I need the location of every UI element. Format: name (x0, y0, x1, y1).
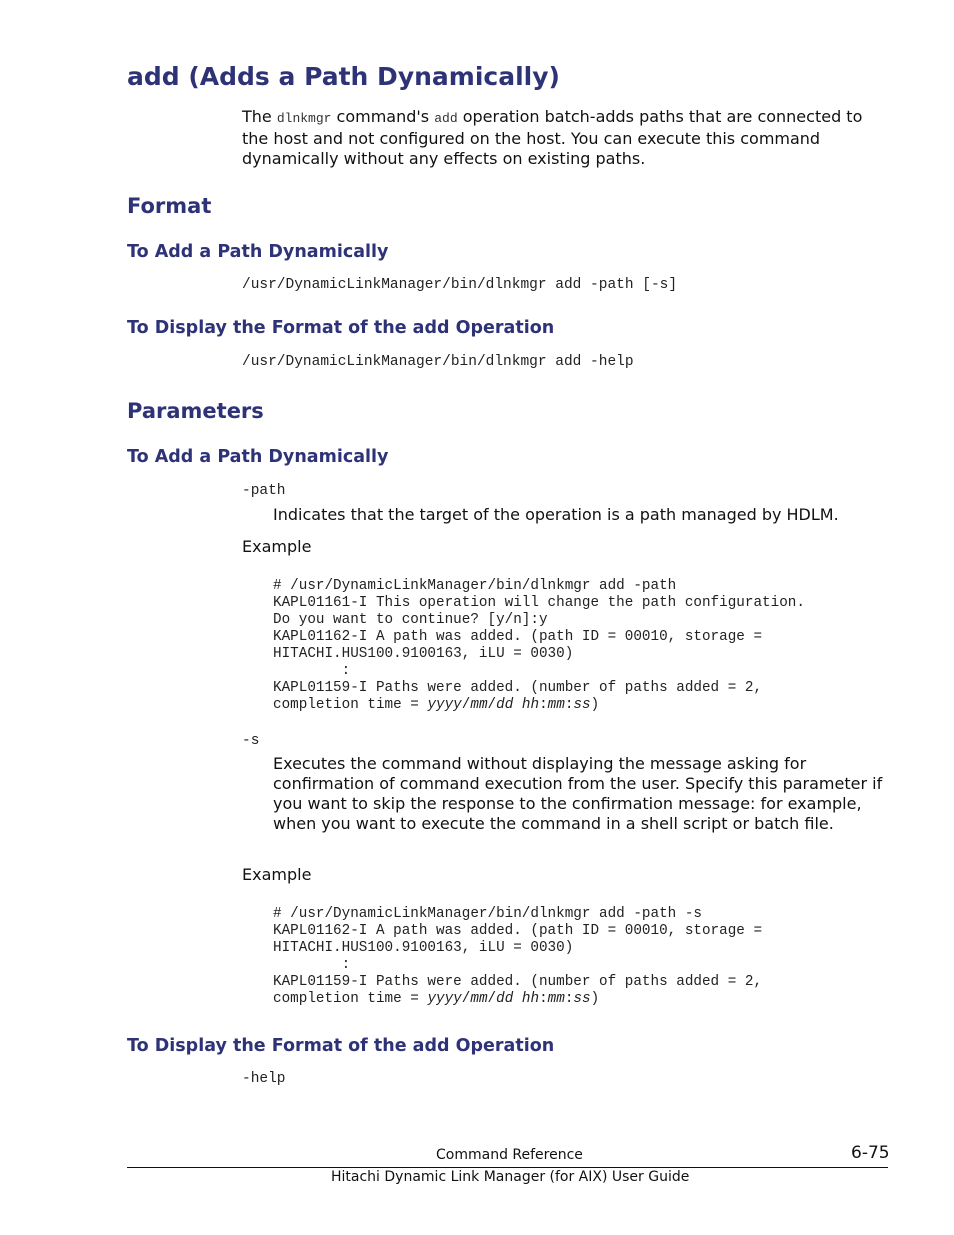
example-label-2: Example (242, 865, 312, 884)
time-month: mm (470, 697, 488, 713)
example-1-line: KAPL01161-I This operation will change the path configuration. (273, 595, 805, 611)
time-separator (513, 991, 522, 1007)
time-hour: hh (521, 991, 540, 1007)
parameters-add-heading: To Add a Path Dynamically (127, 447, 389, 467)
example-2-line: # /usr/DynamicLinkManager/bin/dlnkmgr add -path -s (273, 906, 702, 922)
time-separator: / (487, 991, 497, 1007)
intro-text-1: The (242, 107, 277, 126)
parameters-heading: Parameters (127, 399, 264, 423)
format-add-command: /usr/DynamicLinkManager/bin/dlnkmgr add -path [-s] (242, 277, 678, 293)
format-help-heading: To Display the Format of the add Operation (127, 318, 555, 338)
example-label-1: Example (242, 537, 312, 556)
example-1-line: HITACHI.HUS100.9100163, iLU = 0030) (273, 646, 574, 662)
time-close: ) (590, 697, 600, 713)
time-separator (513, 697, 522, 713)
example-2-line (273, 991, 762, 1008)
example-2-line: KAPL01159-I Paths were added. (number of paths added = 2, (273, 974, 763, 990)
time-separator: / (461, 697, 471, 713)
format-add-heading: To Add a Path Dynamically (127, 242, 389, 262)
intro-command-name: dlnkmgr (276, 111, 332, 126)
time-separator: / (487, 697, 497, 713)
completion-time-prefix: completion time = (273, 991, 428, 1007)
footer-section-name: Command Reference (436, 1147, 583, 1163)
example-2-line: : (273, 957, 351, 973)
example-2-code (273, 906, 762, 1008)
time-close: ) (590, 991, 600, 1007)
example-2-line: KAPL01162-I A path was added. (path ID = 00010, storage = (273, 923, 763, 939)
format-heading: Format (127, 194, 212, 218)
parameters-help-heading: To Display the Format of the add Operation (127, 1036, 555, 1056)
time-year: yyyy (427, 991, 462, 1007)
time-year: yyyy (427, 697, 462, 713)
footer-divider (127, 1167, 888, 1168)
time-second: ss (573, 991, 591, 1007)
time-hour: hh (521, 697, 540, 713)
intro-text-3: operation batch-adds paths that are connected to the host and not configured on the host. You can execute this command dynamically without any effects on existing paths. (242, 107, 863, 168)
time-minute: mm (547, 697, 565, 713)
s-parameter-description: Executes the command without displaying the message asking for confirmation of command execution from the user. Specify this parameter if you want to skip the response to the confirmation message: for example, when you want to execute the command in a shell script or batch file. (273, 754, 883, 833)
time-separator: / (461, 991, 471, 1007)
example-1-line: KAPL01159-I Paths were added. (number of paths added = 2, (273, 680, 763, 696)
time-minute: mm (547, 991, 565, 1007)
time-separator: : (539, 697, 548, 713)
example-1-line: Do you want to continue? [y/n]:y (273, 612, 548, 628)
time-second: ss (573, 697, 591, 713)
time-separator: : (564, 697, 574, 713)
intro-operation-name: add (434, 111, 458, 126)
page-number: 6-75 (851, 1143, 890, 1163)
time-separator: : (564, 991, 574, 1007)
example-1-code (273, 578, 805, 714)
example-1-line: : (273, 663, 351, 679)
help-parameter: -help (242, 1071, 286, 1087)
intro-text-2: command's (331, 107, 435, 126)
s-parameter: -s (242, 733, 260, 749)
example-1-line: # /usr/DynamicLinkManager/bin/dlnkmgr add -path (273, 578, 677, 594)
page-title: add (Adds a Path Dynamically) (127, 62, 560, 91)
example-1-line (273, 697, 805, 714)
time-day: dd (496, 991, 514, 1007)
path-parameter: -path (242, 483, 286, 499)
intro-paragraph (242, 107, 892, 169)
example-1-line: KAPL01162-I A path was added. (path ID = 00010, storage = (273, 629, 763, 645)
example-2-line: HITACHI.HUS100.9100163, iLU = 0030) (273, 940, 574, 956)
completion-time-prefix: completion time = (273, 697, 428, 713)
time-separator: : (539, 991, 548, 1007)
format-help-command: /usr/DynamicLinkManager/bin/dlnkmgr add -help (242, 354, 634, 370)
footer-guide-title: Hitachi Dynamic Link Manager (for AIX) User Guide (331, 1169, 690, 1185)
time-day: dd (496, 697, 514, 713)
time-month: mm (470, 991, 488, 1007)
path-parameter-description: Indicates that the target of the operation is a path managed by HDLM. (273, 505, 839, 524)
